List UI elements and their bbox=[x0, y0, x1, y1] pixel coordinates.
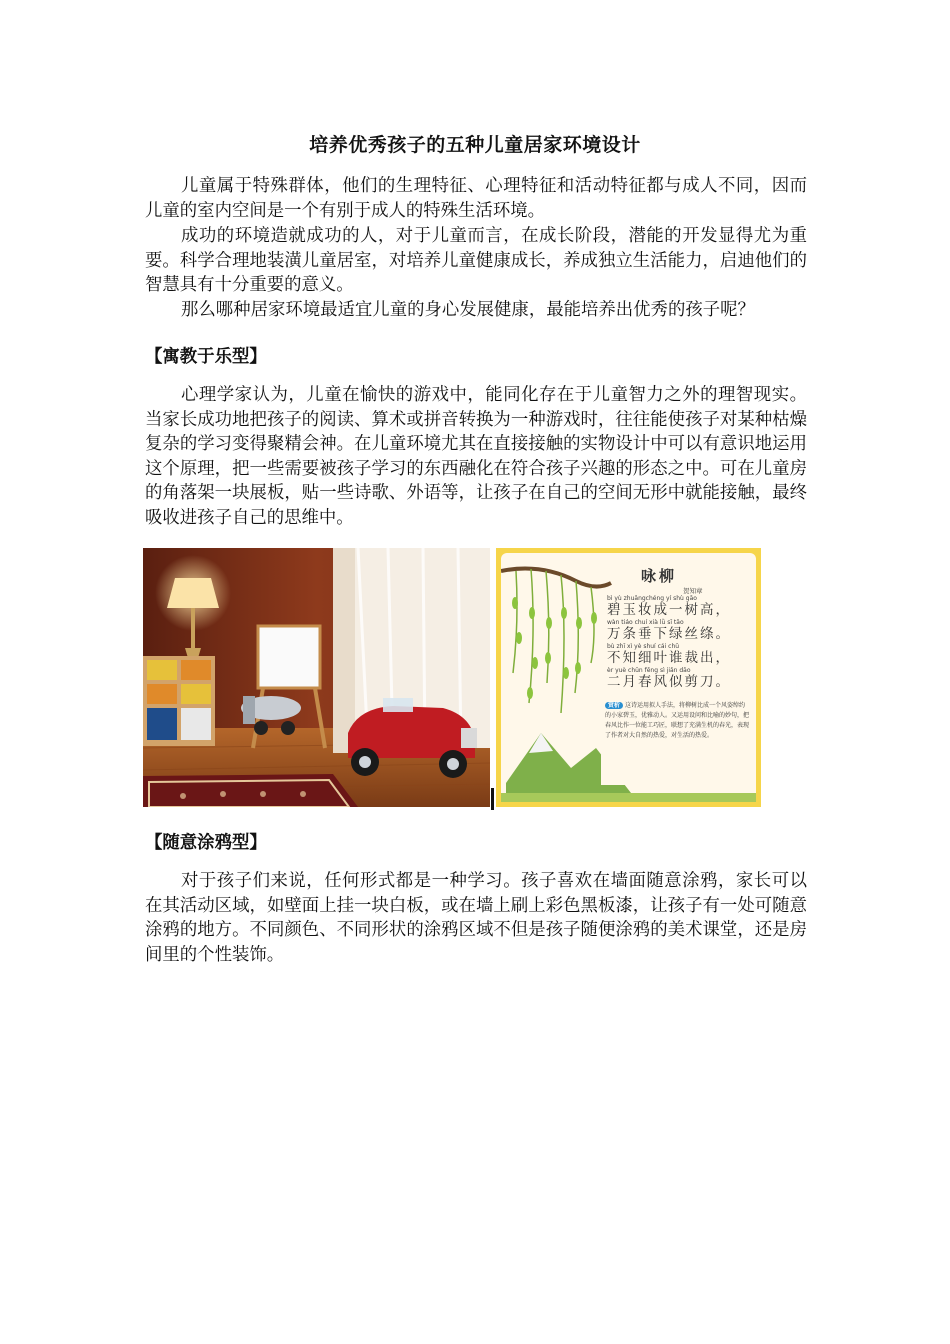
poem-line bbox=[607, 667, 753, 691]
section-body-doodle: 对于孩子们来说，任何形式都是一种学习。孩子喜欢在墙面随意涂鸦，家长可以在其活动区域，如壁面上挂一块白板，或在墙上刷上彩色黑板漆，让孩子有一处可随意涂鸦的地方。不同颜色、不同形状的涂鸦区域不但是孩子随便涂鸦的美术课堂，还是房间里的个性装饰。 bbox=[145, 871, 807, 965]
poem-lines bbox=[607, 595, 753, 691]
poem-author: 贺知章 bbox=[683, 587, 703, 595]
poem-text: 二月春风似剪刀。 bbox=[607, 674, 731, 690]
intro-paragraph-3: 那么哪种居家环境最适宜儿童的身心发展健康，最能培养出优秀的孩子呢？ bbox=[181, 300, 755, 320]
section-body-edutainment: 心理学家认为，儿童在愉快的游戏中，能同化存在于儿童智力之外的理智现实。当家长成功地把孩子的阅读、算术或拼音转换为一种游戏时，往往能使孩子对某种枯燥复杂的学习变得聚精会神。在儿童环境尤其在直接接触的实物设计中可以有意识地运用这个原理，把一些需要被孩子学习的东西融化在符合孩子兴趣的形态之中。可在儿童房的角落架一块展板，贴一些诗歌、外语等，让孩子在自己的空间无形中就能接触，最终吸收进孩子自己的思维中。 bbox=[145, 385, 807, 528]
poem-note-label: 赏析 bbox=[605, 702, 623, 709]
intro-paragraph-1: 儿童属于特殊群体，他们的生理特征、心理特征和活动特征都与成人不同，因而儿童的室内空间是一个有别于成人的特殊生活环境。 bbox=[145, 176, 807, 221]
page-title: 培养优秀孩子的五种儿童居家环境设计 bbox=[309, 134, 641, 156]
section-heading-doodle: 【随意涂鸦型】 bbox=[145, 833, 267, 853]
poem-pinyin: bì yù zhuāngchéng yí shù gāo bbox=[607, 595, 697, 602]
poem-line bbox=[607, 619, 753, 643]
poem-text: 碧玉妆成一树高， bbox=[607, 602, 731, 618]
image-divider-mark bbox=[491, 788, 494, 810]
poem-line bbox=[607, 595, 753, 619]
poem-text: 万条垂下绿丝绦。 bbox=[607, 626, 731, 642]
poem-board-paper bbox=[501, 553, 756, 802]
intro-paragraph-2: 成功的环境造就成功的人，对于儿童而言，在成长阶段，潜能的开发显得尤为重要。科学合理地装潢儿童居室，对培养儿童健康成长，养成独立生活能力，启迪他们的智慧具有十分重要的意义。 bbox=[145, 226, 807, 296]
section-heading-edutainment: 【寓教于乐型】 bbox=[145, 347, 267, 367]
poem-pinyin: bù zhī xì yè shuí cái chū bbox=[607, 643, 680, 650]
poem-note bbox=[605, 701, 749, 741]
poem-note-text: 这诗运用拟人手法，将柳树比成一个风姿绰约的小家碧玉，优雅动人。又运用设问和比喻的妙句，把春风比作一位能工巧匠，联想了充满生机的春光，表现了作者对大自然的热爱，对生活的热爱。 bbox=[605, 702, 750, 739]
poem-pinyin: wàn tiáo chuí xià lǜ sī tāo bbox=[607, 619, 684, 626]
poem-text: 不知细叶谁裁出， bbox=[607, 650, 731, 666]
poem-board-image bbox=[496, 548, 761, 807]
poem-pinyin: èr yuè chūn fēng sì jiǎn dāo bbox=[607, 667, 691, 674]
kids-room-photo bbox=[143, 548, 490, 807]
poem-title: 咏柳 bbox=[641, 567, 678, 585]
poem-line bbox=[607, 643, 753, 667]
